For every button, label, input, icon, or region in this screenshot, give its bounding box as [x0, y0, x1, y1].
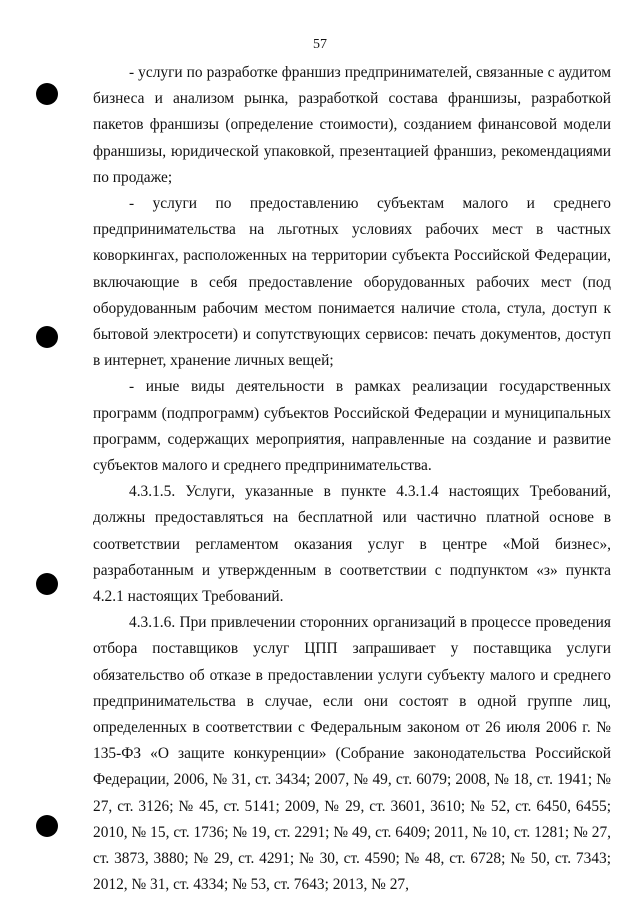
paragraph-coworking-services: - услуги по предоставлению субъектам малого и среднего предпринимательства на льготных условиях рабочих мест в частных коворкингах, расположенных на территории субъекта Российской Федерации, включающие в себя предоставление оборудованных рабочих мест (под оборудованным рабочим местом понимается наличие стола, стула, доступ к бытовой электросети) и сопутствующих сервисов: печать документов, доступ в интернет, хранение личных вещей; [93, 195, 611, 370]
document-body [93, 60, 611, 899]
page-number: 57 [313, 37, 327, 52]
paragraph-franchise-services: - услуги по разработке франшиз предпринимателей, связанные с аудитом бизнеса и анализом рынка, разработкой состава франшизы, разработкой пакетов франшизы (определение стоимости), созданием финансовой модели франшизы, юридической упаковкой, презентацией франшиз, рекомендациями по продаже; [93, 64, 611, 186]
paragraph-clause-4-3-1-5: 4.3.1.5. Услуги, указанные в пункте 4.3.1.4 настоящих Требований, должны предоставляться на бесплатной или частично платной основе в соответствии регламентом оказания услуг в центре «Мой бизнес», разработанным и утвержденным в соответствии с подпунктом «з» пункта 4.2.1 настоящих Требований. [93, 483, 611, 606]
punch-hole-4 [36, 815, 58, 837]
punch-hole-2 [36, 326, 58, 348]
paragraph-other-activities: - иные виды деятельности в рамках реализации государственных программ (подпрограмм) субъектов Российской Федерации и муниципальных программ, содержащих мероприятия, направленные на создание и развитие субъектов малого и среднего предпринимательства. [93, 378, 611, 475]
punch-hole-1 [36, 83, 58, 105]
paragraph-clause-4-3-1-6: 4.3.1.6. При привлечении сторонних организаций в процессе проведения отбора поставщиков услуг ЦПП запрашивает у поставщика услуги обязательство об отказе в предоставлении услуги субъекту малого и среднего предпринимательства в случае, если они состоят в одной группе лиц, определенных в соответствии с Федеральным законом от 26 июля 2006 г. № 135-ФЗ «О защите конкуренции» (Собрание законодательства Российской Федерации, 2006, № 31, ст. 3434; 2007, № 49, ст. 6079; 2008, № 18, ст. 1941; № 27, ст. 3126; № 45, ст. 5141; 2009, № 29, ст. 3601, 3610; № 52, ст. 6450, 6455; 2010, № 15, ст. 1736; № 19, ст. 2291; № 49, ст. 6409; 2011, № 10, ст. 1281; № 27, ст. 3873, 3880; № 29, ст. 4291; № 30, ст. 4590; № 48, ст. 6728; № 50, ст. 7343; 2012, № 31, ст. 4334; № 53, ст. 7643; 2013, № 27, [93, 614, 611, 894]
punch-hole-3 [36, 573, 58, 595]
